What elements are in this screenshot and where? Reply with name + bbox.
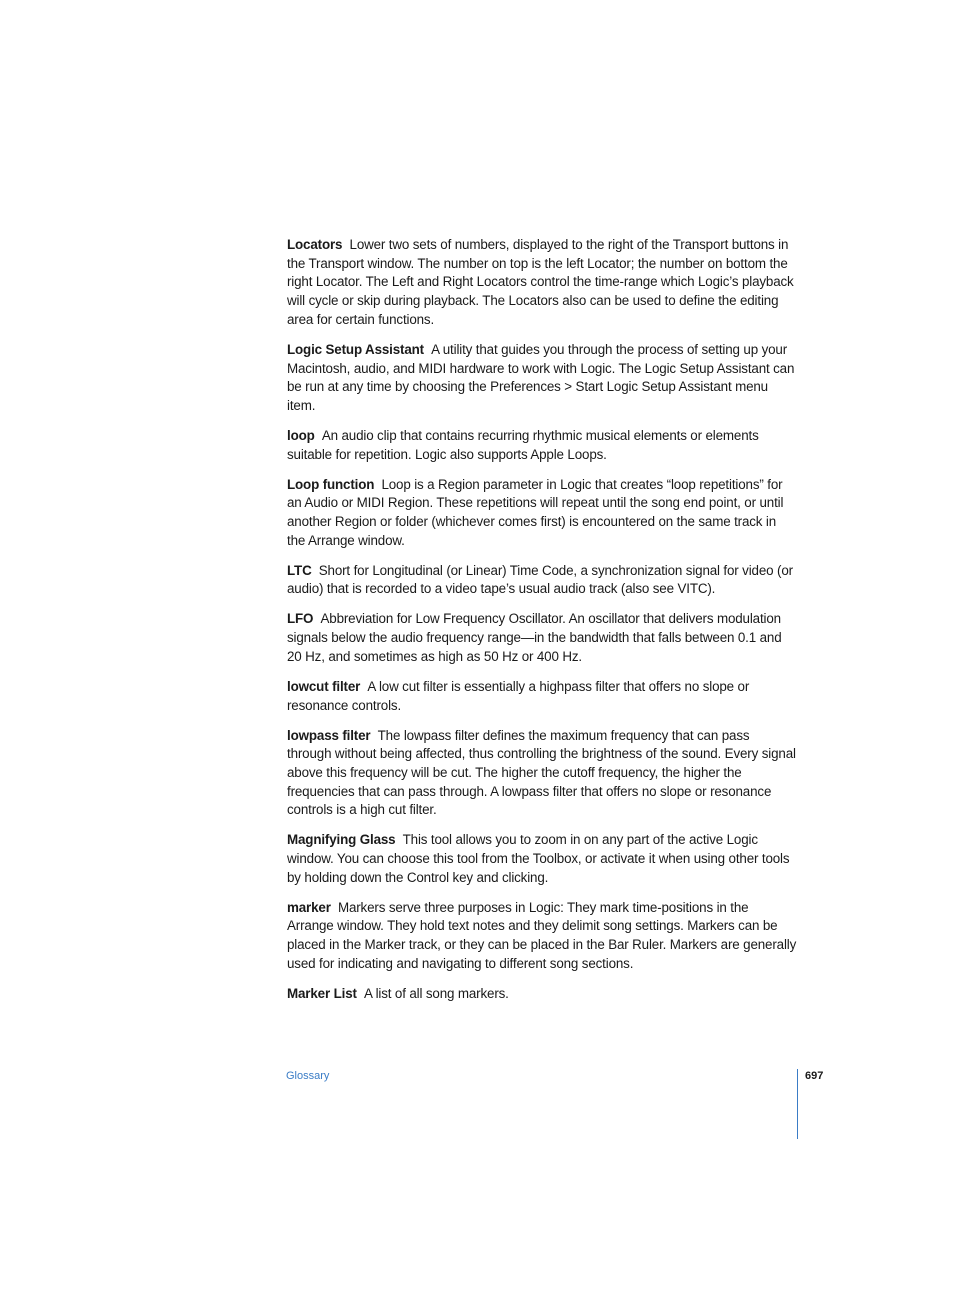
entry-definition: Lower two sets of numbers, displayed to the right of the Transport buttons in the Transport window. The number on top is the left Locator; the number on bottom the right Locator. The Left and Right Locators control the time-range which Logic’s playback will cycle or skip during playback. The Locators also can be used to define the editing area for certain functions. [287,237,794,327]
entry-definition: This tool allows you to zoom in on any part of the active Logic window. You can choose this tool from the Toolbox, or activate it when using other tools by holding down the Control key and clicking. [287,832,790,885]
page-number: 697 [805,1070,824,1082]
entry-term: lowpass filter [287,727,371,743]
entry-term: Locators [287,237,343,252]
glossary-entry-lowpass-filter [287,727,797,821]
entry-definition: Loop is a Region parameter in Logic that creates “loop repetitions” for an Audio or MIDI Region. These repetitions will repeat until the song end point, or until another Region or folder (whichever comes first) is encountered on the same track in the Arrange window. [287,476,784,548]
glossary-entry-lowcut-filter [287,678,797,715]
entry-term: Marker List [287,985,357,1001]
entry-definition: An audio clip that contains recurring rhythmic musical elements or elements suitable for repetition. Logic also supports Apple Loops. [287,427,759,462]
entry-term: LTC [287,562,312,578]
glossary-entry-locators [287,236,797,330]
footer-section-link[interactable]: Glossary [286,1070,330,1082]
entry-definition: The lowpass filter defines the maximum frequency that can pass through without being affected, thus controlling the brightness of the sound. Every signal above this frequency will be cut. The higher the cutoff frequency, the higher the frequencies that can pass through. A lowpass filter that offers no slope or resonance controls is a high cut filter. [287,727,796,818]
entry-definition: Markers serve three purposes in Logic: They mark time-positions in the Arrange window. They hold text notes and they delimit song settings. Markers can be placed in the Marker track, or they can be placed in the Bar Ruler. Markers are generally used for indicating and navigating to different song sections. [287,899,797,971]
glossary-entry-ltc [287,562,797,599]
entry-term: marker [287,899,331,915]
entry-definition: A low cut filter is essentially a highpass filter that offers no slope or resonance controls. [287,678,750,713]
entry-term: lowcut filter [287,678,361,694]
entry-definition: A list of all song markers. [363,985,509,1001]
glossary-entry-logic-setup-assistant [287,341,797,416]
entry-term: loop [287,427,315,443]
entry-definition: A utility that guides you through the process of setting up your Macintosh, audio, and MIDI hardware to work with Logic. The Logic Setup Assistant can be run at any time by choosing the Preferences > Start Logic Setup Assistant menu item. [287,341,795,413]
glossary-entry-loop-function [287,476,797,551]
entry-term: Logic Setup Assistant [287,341,424,357]
glossary-entry-loop [287,427,797,464]
entry-term: LFO [287,611,314,627]
entry-term: Magnifying Glass [287,832,396,848]
glossary-entry-marker-list [287,985,797,1004]
glossary-entry-marker [287,899,797,974]
glossary-entry-magnifying-glass [287,831,797,887]
glossary-entries [287,236,797,1015]
entry-definition: Abbreviation for Low Frequency Oscillator. An oscillator that delivers modulation signals below the audio frequency range—in the bandwidth that falls between 0.1 and 20 Hz, and sometimes as high as 50 Hz or 400 Hz. [287,611,782,664]
glossary-entry-lfo [287,610,797,666]
page-divider-rule [797,1069,798,1139]
entry-definition: Short for Longitudinal (or Linear) Time Code, a synchronization signal for video (or audio) that is recorded to a video tape’s usual audio track (also see VITC). [287,562,793,597]
entry-term: Loop function [287,476,375,492]
